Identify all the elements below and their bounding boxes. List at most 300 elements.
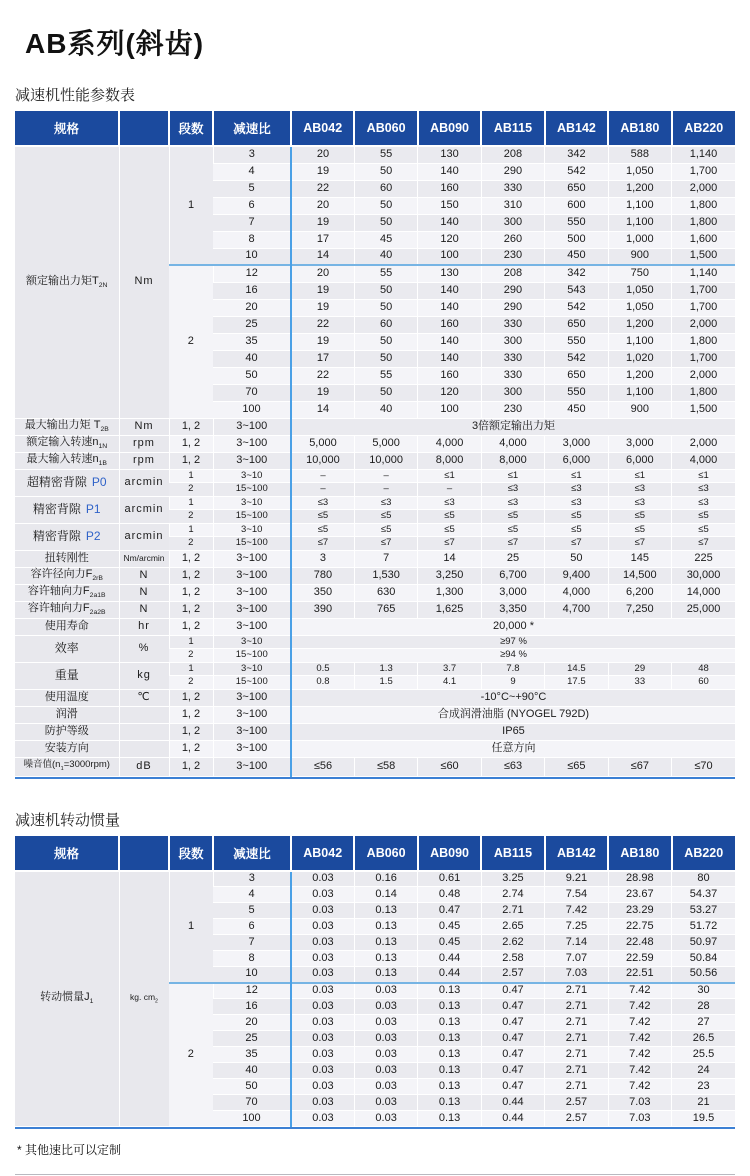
value-cell: 2.71 [545, 983, 608, 999]
value-cell: 50 [545, 550, 608, 567]
unit-cell: Nm/arcmin [119, 550, 169, 567]
value-cell: 1,800 [672, 214, 735, 231]
value-cell: 140 [418, 282, 481, 299]
value-cell: 19.5 [672, 1111, 735, 1127]
value-cell: 26.5 [672, 1031, 735, 1047]
value-cell: 0.03 [291, 903, 354, 919]
ratio-cell: 70 [213, 1095, 291, 1111]
value-cell: 0.47 [481, 983, 544, 999]
column-header: 段数 [169, 836, 213, 871]
column-header [119, 836, 169, 871]
value-cell: 550 [545, 333, 608, 350]
column-header: 减速比 [213, 836, 291, 871]
span-value-cell: ≥94 % [291, 649, 735, 663]
value-cell: 3,350 [481, 601, 544, 618]
stage-count-cell: 2 [169, 510, 213, 524]
value-cell: ≤63 [481, 757, 544, 776]
ratio-cell: 35 [213, 333, 291, 350]
value-cell: ≤3 [672, 496, 735, 510]
value-cell: 23.29 [608, 903, 671, 919]
value-cell: 0.03 [291, 935, 354, 951]
value-cell: 80 [672, 871, 735, 887]
table-row [15, 584, 735, 601]
value-cell: 2,000 [672, 435, 735, 452]
span-value-cell: 任意方向 [291, 740, 735, 757]
value-cell: 2.62 [481, 935, 544, 951]
value-cell: 1,200 [608, 180, 671, 197]
value-cell: 0.48 [418, 887, 481, 903]
value-cell: 10,000 [291, 452, 354, 469]
value-cell: 765 [354, 601, 417, 618]
value-cell: 0.03 [291, 967, 354, 983]
value-cell: ≤7 [672, 537, 735, 551]
value-cell: – [354, 483, 417, 497]
value-cell: 6,000 [545, 452, 608, 469]
value-cell: 1,000 [608, 231, 671, 248]
ratio-cell: 16 [213, 999, 291, 1015]
value-cell: 17 [291, 350, 354, 367]
value-cell: ≤5 [354, 510, 417, 524]
performance-table-wrap [15, 111, 735, 779]
value-cell: 7.42 [608, 1015, 671, 1031]
value-cell: 1,050 [608, 163, 671, 180]
value-cell: 300 [481, 333, 544, 350]
value-cell: 208 [481, 265, 544, 282]
unit-cell: Nm [119, 146, 169, 418]
value-cell: 1,020 [608, 350, 671, 367]
value-cell: 3,000 [608, 435, 671, 452]
value-cell: 7.03 [608, 1111, 671, 1127]
value-cell: 25 [481, 550, 544, 567]
value-cell: 140 [418, 350, 481, 367]
spec-label-cell: 效率 [15, 635, 119, 662]
stage-count-cell: 1, 2 [169, 567, 213, 584]
model-column-header: AB142 [545, 836, 608, 871]
stage-count-cell: 1 [169, 871, 213, 983]
value-cell: 208 [481, 146, 544, 163]
ratio-cell: 3~100 [213, 706, 291, 723]
grade-code: P2 [85, 529, 101, 544]
value-cell: 19 [291, 384, 354, 401]
ratio-cell: 25 [213, 316, 291, 333]
span-value-cell: 合成润滑油脂 (NYOGEL 792D) [291, 706, 735, 723]
value-cell: 1,300 [418, 584, 481, 601]
value-cell: ≤5 [291, 523, 354, 537]
value-cell: 0.13 [418, 1095, 481, 1111]
value-cell: 450 [545, 401, 608, 418]
value-cell: ≤5 [418, 510, 481, 524]
header-row [15, 111, 735, 146]
model-column-header: AB180 [608, 111, 671, 146]
value-cell: 4,000 [418, 435, 481, 452]
value-cell: 25.5 [672, 1047, 735, 1063]
stage-count-cell: 1 [169, 469, 213, 483]
spec-label-cell: 容许轴向力$F_{2a2B}$ [15, 601, 119, 618]
value-cell: 140 [418, 333, 481, 350]
value-cell: 7.25 [545, 919, 608, 935]
value-cell: 50 [354, 163, 417, 180]
value-cell: 53.27 [672, 903, 735, 919]
unit-cell: N [119, 567, 169, 584]
value-cell: 19 [291, 299, 354, 316]
ratio-cell: 15~100 [213, 537, 291, 551]
ratio-cell: 6 [213, 919, 291, 935]
ratio-cell: 7 [213, 214, 291, 231]
ratio-cell: 20 [213, 1015, 291, 1031]
value-cell: 14 [418, 550, 481, 567]
value-cell: 28 [672, 999, 735, 1015]
ratio-cell: 3~100 [213, 418, 291, 435]
value-cell: 24 [672, 1063, 735, 1079]
ratio-cell: 50 [213, 367, 291, 384]
value-cell: 7.8 [481, 662, 544, 676]
value-cell: 750 [608, 265, 671, 282]
value-cell: 17 [291, 231, 354, 248]
model-column-header: AB115 [481, 836, 544, 871]
value-cell: 0.13 [354, 903, 417, 919]
value-cell: 9.21 [545, 871, 608, 887]
stage-count-cell: 1, 2 [169, 418, 213, 435]
table-row [15, 601, 735, 618]
ratio-cell: 25 [213, 1031, 291, 1047]
value-cell: 7.42 [608, 1063, 671, 1079]
value-cell: 1.3 [354, 662, 417, 676]
value-cell: ≤1 [481, 469, 544, 483]
table-row [15, 469, 735, 483]
value-cell: 3,000 [545, 435, 608, 452]
ratio-cell: 3~100 [213, 435, 291, 452]
spec-label-cell: 精密背隙 P2 [15, 523, 119, 550]
value-cell: 25,000 [672, 601, 735, 618]
value-cell: 0.03 [354, 1111, 417, 1127]
stage-count-cell: 1, 2 [169, 689, 213, 706]
unit-cell: hr [119, 618, 169, 635]
value-cell: ≤7 [354, 537, 417, 551]
value-cell: 0.03 [291, 1063, 354, 1079]
spec-label-cell: 防护等级 [15, 723, 119, 740]
value-cell: 900 [608, 248, 671, 265]
value-cell: 1,140 [672, 146, 735, 163]
value-cell: 120 [418, 384, 481, 401]
value-cell: 55 [354, 367, 417, 384]
value-cell: 50.56 [672, 967, 735, 983]
value-cell: 0.03 [354, 1079, 417, 1095]
value-cell: 0.8 [291, 676, 354, 690]
value-cell: 2.57 [545, 1095, 608, 1111]
unit-cell: ℃ [119, 689, 169, 706]
value-cell: ≤1 [608, 469, 671, 483]
value-cell: 33 [608, 676, 671, 690]
value-cell: 160 [418, 316, 481, 333]
value-cell: 0.47 [481, 1079, 544, 1095]
table-row [15, 871, 735, 887]
table-row [15, 435, 735, 452]
value-cell: ≤5 [672, 510, 735, 524]
value-cell: 27 [672, 1015, 735, 1031]
ratio-cell: 3~10 [213, 523, 291, 537]
value-cell: 7.03 [545, 967, 608, 983]
value-cell: 0.47 [481, 1047, 544, 1063]
value-cell: 330 [481, 180, 544, 197]
table-row [15, 496, 735, 510]
value-cell: 342 [545, 265, 608, 282]
spec-label-cell: 精密背隙 P1 [15, 496, 119, 523]
value-cell: 45 [354, 231, 417, 248]
ratio-cell: 3~100 [213, 618, 291, 635]
column-header: 减速比 [213, 111, 291, 146]
value-cell: ≤5 [418, 523, 481, 537]
unit-cell: dB [119, 757, 169, 776]
unit-cell: arcmin [119, 523, 169, 550]
value-cell: 140 [418, 214, 481, 231]
stage-count-cell: 2 [169, 537, 213, 551]
value-cell: 0.03 [291, 951, 354, 967]
value-cell: 0.13 [418, 1079, 481, 1095]
value-cell: 7.42 [608, 1031, 671, 1047]
value-cell: 8,000 [418, 452, 481, 469]
ratio-cell: 50 [213, 1079, 291, 1095]
value-cell: 14,500 [608, 567, 671, 584]
value-cell: 542 [545, 163, 608, 180]
value-cell: 2.71 [545, 999, 608, 1015]
value-cell: ≤5 [608, 523, 671, 537]
table-row [15, 740, 735, 757]
spec-label-cell: 超精密背隙 P0 [15, 469, 119, 496]
unit-cell: arcmin [119, 496, 169, 523]
ratio-cell: 15~100 [213, 483, 291, 497]
ratio-cell: 15~100 [213, 649, 291, 663]
value-cell: 50 [354, 299, 417, 316]
value-cell: 780 [291, 567, 354, 584]
ratio-cell: 3~100 [213, 567, 291, 584]
unit-cell: kg [119, 662, 169, 689]
value-cell: 0.47 [481, 1063, 544, 1079]
value-cell: 14 [291, 248, 354, 265]
value-cell: 900 [608, 401, 671, 418]
value-cell: ≤5 [608, 510, 671, 524]
value-cell: 500 [545, 231, 608, 248]
value-cell: 7.42 [545, 903, 608, 919]
value-cell: 0.03 [291, 1111, 354, 1127]
value-cell: 29 [608, 662, 671, 676]
stage-count-cell: 1 [169, 496, 213, 510]
value-cell: 0.45 [418, 919, 481, 935]
value-cell: 2.71 [545, 1015, 608, 1031]
value-cell: 23.67 [608, 887, 671, 903]
value-cell: 7.03 [608, 1095, 671, 1111]
value-cell: 1,600 [672, 231, 735, 248]
stage-count-cell: 2 [169, 265, 213, 418]
ratio-cell: 3~100 [213, 740, 291, 757]
ratio-cell: 16 [213, 282, 291, 299]
value-cell: 2.57 [481, 967, 544, 983]
value-cell: ≤5 [481, 523, 544, 537]
value-cell: 4,000 [545, 584, 608, 601]
value-cell: 543 [545, 282, 608, 299]
table-row [15, 523, 735, 537]
value-cell: 1,200 [608, 367, 671, 384]
span-value-cell: ≥97 % [291, 635, 735, 649]
stage-count-cell: 1 [169, 635, 213, 649]
value-cell: 145 [608, 550, 671, 567]
value-cell: 5,000 [291, 435, 354, 452]
table-row [15, 757, 735, 776]
value-cell: 0.47 [481, 999, 544, 1015]
unit-cell: Nm [119, 418, 169, 435]
value-cell: 0.13 [418, 1111, 481, 1127]
value-cell: ≤1 [672, 469, 735, 483]
unit-cell [119, 706, 169, 723]
value-cell: 1,050 [608, 299, 671, 316]
value-cell: 3,250 [418, 567, 481, 584]
ratio-cell: 3 [213, 146, 291, 163]
ratio-cell: 3~100 [213, 452, 291, 469]
value-cell: 650 [545, 316, 608, 333]
value-cell: 0.16 [354, 871, 417, 887]
value-cell: 330 [481, 316, 544, 333]
value-cell: 0.03 [291, 871, 354, 887]
unit-cell [119, 740, 169, 757]
spec-label-cell: 最大输入转速$n_{1B}$ [15, 452, 119, 469]
value-cell: 588 [608, 146, 671, 163]
value-cell: ≤60 [418, 757, 481, 776]
value-cell: 0.03 [354, 1031, 417, 1047]
value-cell: 0.13 [354, 951, 417, 967]
value-cell: ≤67 [608, 757, 671, 776]
value-cell: ≤5 [481, 510, 544, 524]
value-cell: 7.42 [608, 999, 671, 1015]
ratio-cell: 3~100 [213, 689, 291, 706]
value-cell: 6,700 [481, 567, 544, 584]
ratio-cell: 3~10 [213, 496, 291, 510]
value-cell: ≤5 [291, 510, 354, 524]
value-cell: 160 [418, 367, 481, 384]
table-row [15, 723, 735, 740]
value-cell: 14.5 [545, 662, 608, 676]
spec-label-cell: 重量 [15, 662, 119, 689]
value-cell: 0.03 [354, 999, 417, 1015]
value-cell: 5,000 [354, 435, 417, 452]
spec-label-cell: 使用寿命 [15, 618, 119, 635]
spec-label-cell: 使用温度 [15, 689, 119, 706]
value-cell: ≤3 [608, 496, 671, 510]
value-cell: 2.58 [481, 951, 544, 967]
value-cell: 3 [291, 550, 354, 567]
value-cell: ≤3 [354, 496, 417, 510]
value-cell: 22 [291, 180, 354, 197]
value-cell: 0.03 [291, 1079, 354, 1095]
value-cell: 0.03 [291, 983, 354, 999]
value-cell: 60 [354, 180, 417, 197]
value-cell: 130 [418, 265, 481, 282]
value-cell: 7.42 [608, 1079, 671, 1095]
value-cell: 2.71 [545, 1047, 608, 1063]
value-cell: – [418, 483, 481, 497]
value-cell: 650 [545, 180, 608, 197]
spec-label-cell: 转动惯量$J_1$ [15, 871, 119, 1127]
value-cell: 1,700 [672, 163, 735, 180]
value-cell: 1,100 [608, 333, 671, 350]
value-cell: 2.65 [481, 919, 544, 935]
value-cell: 7,250 [608, 601, 671, 618]
unit-cell [119, 723, 169, 740]
value-cell: 28.98 [608, 871, 671, 887]
value-cell: 23 [672, 1079, 735, 1095]
unit-cell: N [119, 601, 169, 618]
value-cell: 0.45 [418, 935, 481, 951]
value-cell: 3.7 [418, 662, 481, 676]
value-cell: 450 [545, 248, 608, 265]
value-cell: 22 [291, 316, 354, 333]
value-cell: 0.13 [418, 1031, 481, 1047]
value-cell: 20 [291, 197, 354, 214]
stage-count-cell: 1, 2 [169, 435, 213, 452]
column-header: 段数 [169, 111, 213, 146]
value-cell: ≤3 [545, 496, 608, 510]
value-cell: 51.72 [672, 919, 735, 935]
table-row [15, 567, 735, 584]
stage-count-cell: 1, 2 [169, 740, 213, 757]
ratio-cell: 4 [213, 887, 291, 903]
stage-count-cell: 1 [169, 523, 213, 537]
value-cell: 22.51 [608, 967, 671, 983]
value-cell: ≤58 [354, 757, 417, 776]
value-cell: 4,000 [672, 452, 735, 469]
spec-label-cell: 安装方向 [15, 740, 119, 757]
value-cell: 1,530 [354, 567, 417, 584]
table-row [15, 618, 735, 635]
header-row [15, 836, 735, 871]
value-cell: 0.03 [291, 887, 354, 903]
value-cell: 150 [418, 197, 481, 214]
value-cell: 7.54 [545, 887, 608, 903]
stage-count-cell: 1 [169, 662, 213, 676]
spec-label-cell: 最大输出力矩 $T_{2B}$ [15, 418, 119, 435]
ratio-cell: 10 [213, 248, 291, 265]
value-cell: 19 [291, 214, 354, 231]
value-cell: 0.44 [481, 1111, 544, 1127]
value-cell: 0.47 [418, 903, 481, 919]
unit-cell: N [119, 584, 169, 601]
value-cell: 19 [291, 333, 354, 350]
value-cell: 54.37 [672, 887, 735, 903]
value-cell: ≤5 [545, 523, 608, 537]
value-cell: 2.71 [481, 903, 544, 919]
table-row [15, 146, 735, 163]
stage-count-cell: 1 [169, 146, 213, 265]
value-cell: 550 [545, 384, 608, 401]
value-cell: 17.5 [545, 676, 608, 690]
value-cell: ≤3 [481, 483, 544, 497]
ratio-cell: 15~100 [213, 676, 291, 690]
value-cell: ≤7 [481, 537, 544, 551]
span-value-cell: IP65 [291, 723, 735, 740]
inertia-table-wrap [15, 836, 735, 1130]
value-cell: 0.13 [354, 919, 417, 935]
value-cell: 2.71 [545, 1079, 608, 1095]
table-row [15, 689, 735, 706]
ratio-cell: 12 [213, 983, 291, 999]
value-cell: 0.03 [354, 1015, 417, 1031]
stage-count-cell: 1, 2 [169, 601, 213, 618]
ratio-cell: 40 [213, 1063, 291, 1079]
value-cell: 342 [545, 146, 608, 163]
value-cell: 2.74 [481, 887, 544, 903]
model-column-header: AB090 [418, 836, 481, 871]
value-cell: ≤70 [672, 757, 735, 776]
ratio-cell: 100 [213, 1111, 291, 1127]
value-cell: 2,000 [672, 180, 735, 197]
